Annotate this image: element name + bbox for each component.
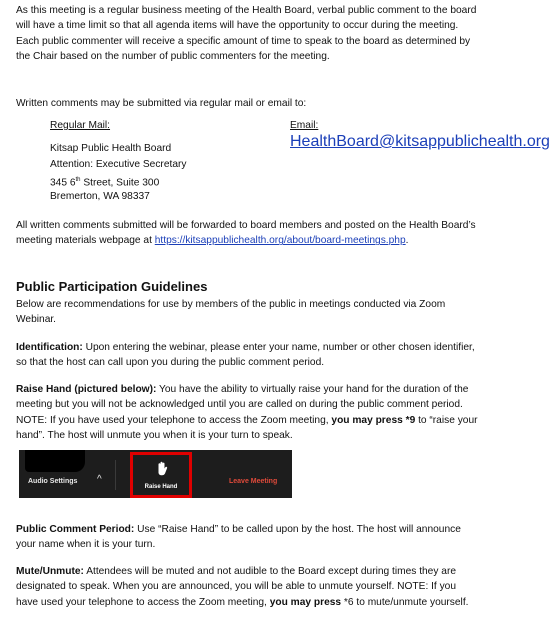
raise-hand-label-text: Raise Hand [144,484,178,490]
intro-paragraph: As this meeting is a regular business meeting of the Health Board, verbal public comment to the board will have a time limit so that all agenda items will have the opportunity to occur during the meeting. Each public commenter will receive a specific amount of time to speak to the board as determined by the Chair based on the number of public commenters for the meeting. [16,5,477,63]
identification-text: Upon entering the webinar, please enter your name, number or other chosen identifier, so that the host can call upon you during the public comment period. [16,342,475,369]
mute-label: Mute/Unmute: [16,566,84,577]
regular-mail-heading: Regular Mail: [50,120,111,131]
street-suffix: th [75,177,81,183]
raise-hand-text-end: to “raise your hand”. The host will unmute you when it is your turn to speak. [16,414,478,442]
mail-address-line-3 [50,173,159,190]
mute-text-end: *6 to mute/unmute yourself. [341,596,469,608]
board-meetings-link[interactable]: https://kitsappublichealth.org/about/board-meetings.php [154,235,406,247]
raise-hand-text: You have the ability to virtually raise your hand for the duration of the meeting but you will not be acknowledged until you are called on during the public comment period. NOTE: If you have used your telephone to access the Zoom meeting, [16,384,469,426]
raise-hand-label: Raise Hand (pictured below): [16,384,157,395]
chevron-up-icon: ^ [97,474,102,485]
raise-hand-bold: you may press *9 [331,414,416,426]
mail-address-line-4: Bremerton, WA 98337 [50,191,150,202]
zoom-toolbar-image [19,450,292,498]
written-comments-intro: Written comments may be submitted via regular mail or email to: [16,98,307,109]
identification-paragraph [16,340,478,371]
mail-address-line-1: Kitsap Public Health Board [50,143,172,154]
guidelines-intro: Below are recommendations for use by members of the public in meetings conducted via Zoom Webinar. [16,299,446,326]
period-label: Public Comment Period: [16,524,135,535]
street-name: Street, Suite 300 [80,177,160,189]
raise-hand-button [130,452,192,498]
forwarding-text: All written comments submitted will be forwarded to board members and posted on the Health Board’s meeting materials webpage at [16,220,476,247]
email-heading: Email: [290,120,319,131]
raise-hand-paragraph [16,382,478,444]
mute-bold: you may press [269,596,342,608]
forwarding-period: . [405,235,409,247]
street-number: 345 6 [50,177,76,189]
email-link[interactable]: HealthBoard@kitsappublichealth.org [290,133,550,150]
forwarding-paragraph [16,218,478,249]
toolbar-divider [115,460,116,490]
audio-settings-label: Audio Settings [28,478,78,485]
identification-label: Identification: [16,342,83,353]
mail-address-line-2: Attention: Executive Secretary [50,159,187,170]
redaction-mark [25,450,85,472]
public-comment-period-paragraph [16,522,478,553]
mute-text: Attendees will be muted and not audible to the Board except during times they are designated to speak. When you are announced, you will be able to unmute yourself. NOTE: If you have used your telephone to access the Zoom meeting, [16,566,457,608]
leave-meeting-label: Leave Meeting [229,478,278,485]
mute-unmute-paragraph [16,564,478,610]
raised-hand-icon [155,461,169,477]
guidelines-heading: Public Participation Guidelines [16,279,208,294]
period-text: Use “Raise Hand” to be called upon by the host. The host will announce your name when it is your turn. [16,524,461,551]
